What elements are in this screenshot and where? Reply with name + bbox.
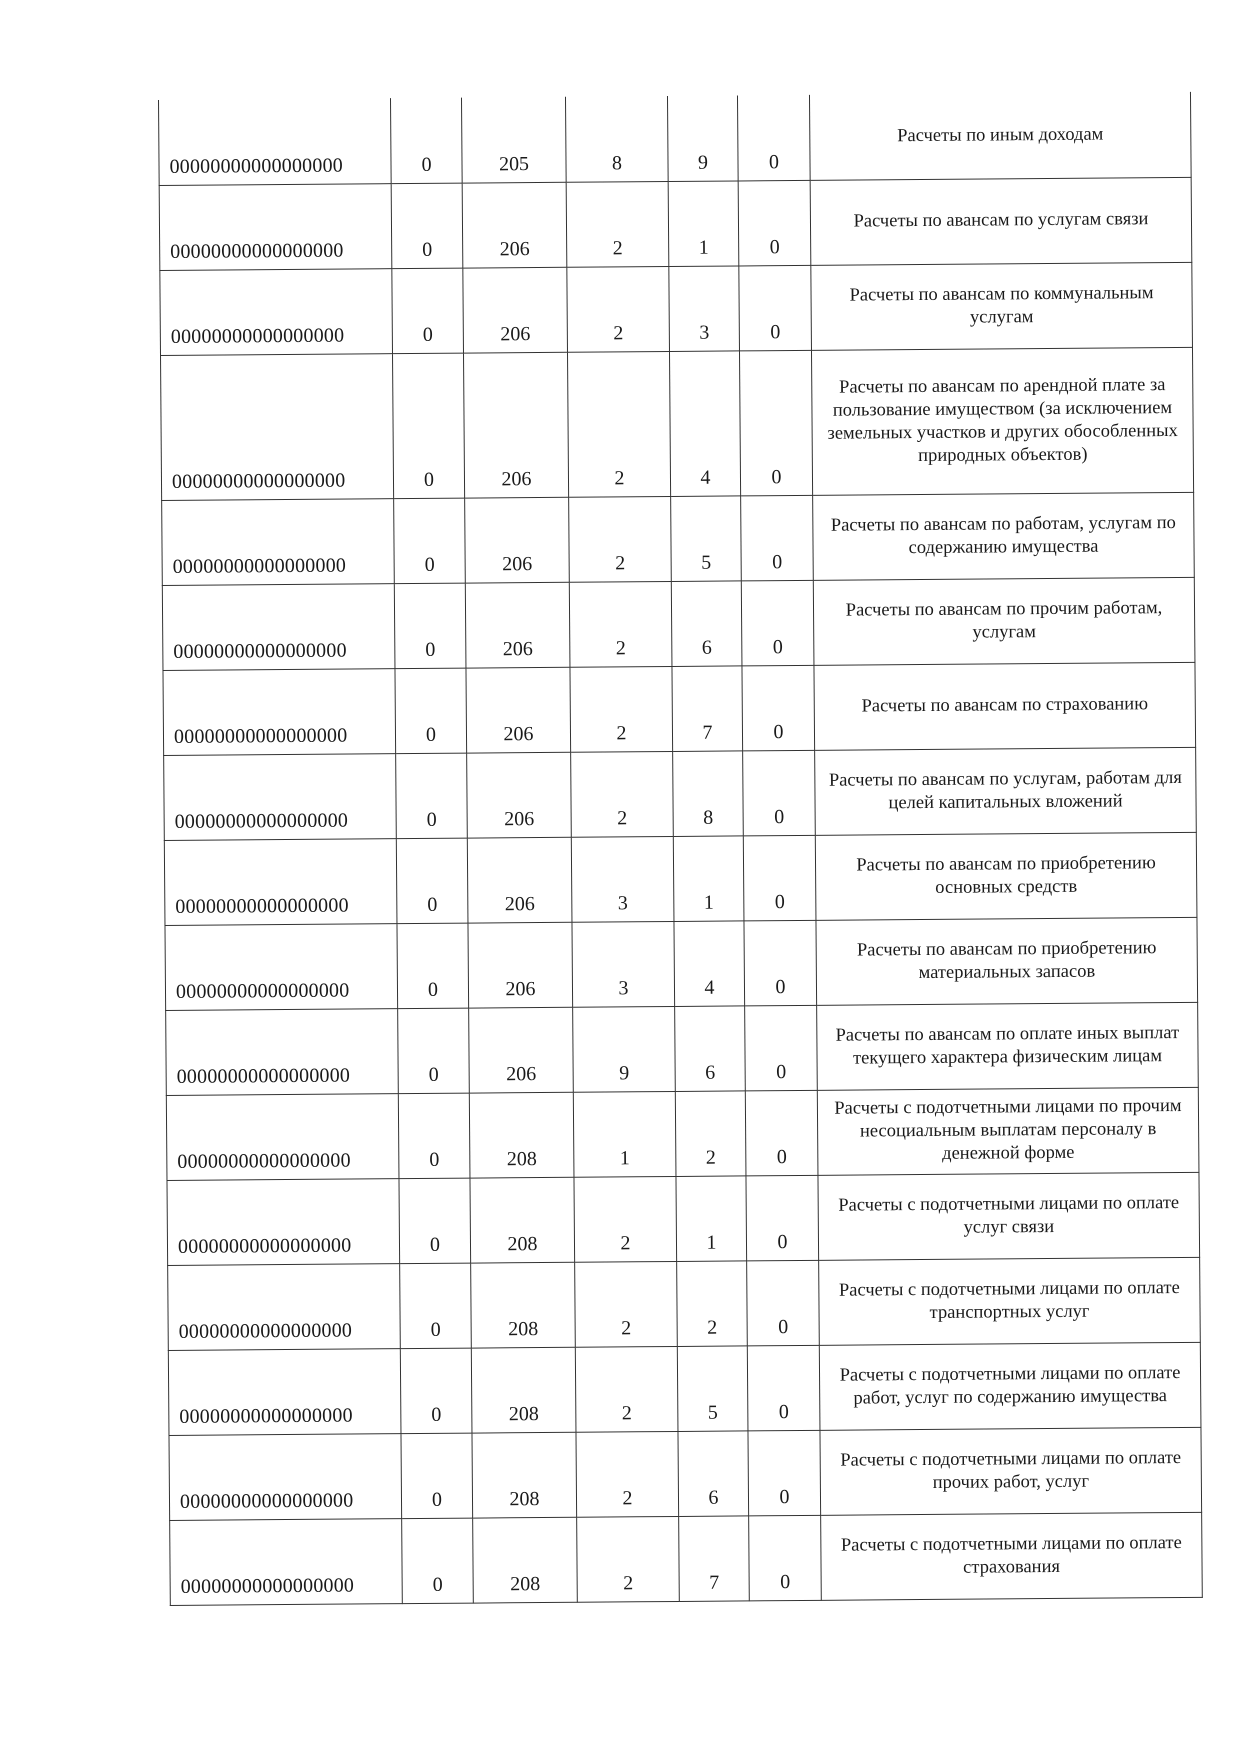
- section-code-cell: 0: [394, 583, 466, 669]
- section-code-cell: 0: [392, 353, 464, 499]
- account-group-cell: 206: [463, 352, 568, 498]
- table-row: [168, 1257, 1201, 1350]
- table-row: [158, 92, 1191, 185]
- kosgu-item-cell: 1: [668, 180, 739, 266]
- table-row: [159, 177, 1192, 270]
- account-code-cell: 00000000000000000: [168, 1348, 401, 1435]
- account-code-cell: 00000000000000000: [166, 1093, 399, 1180]
- section-code-cell: 0: [399, 1178, 471, 1264]
- kosgu-item-cell: 6: [675, 1005, 746, 1091]
- kosgu-item-cell: 8: [673, 750, 744, 836]
- account-code-cell: 00000000000000000: [169, 1433, 402, 1520]
- description-cell: Расчеты по авансам по арендной плате за пользование имуществом (за исключением земельных участков и других обособленных природных объектов): [811, 347, 1193, 495]
- kosgu-group-cell: 3: [571, 836, 674, 922]
- section-code-cell: 0: [401, 1433, 473, 1519]
- subitem-cell: 0: [738, 180, 811, 266]
- kosgu-item-cell: 3: [669, 265, 740, 351]
- table-row: [160, 262, 1193, 355]
- account-code-cell: 00000000000000000: [165, 923, 398, 1010]
- description-cell: Расчеты с подотчетными лицами по оплате транспортных услуг: [819, 1257, 1201, 1345]
- table-row: [164, 747, 1197, 840]
- account-group-cell: 206: [467, 837, 572, 923]
- description-cell: Расчеты по авансам по страхованию: [814, 662, 1196, 750]
- kosgu-item-cell: 1: [676, 1175, 747, 1261]
- accounts-table: [158, 92, 1203, 1606]
- account-code-cell: 00000000000000000: [168, 1263, 401, 1350]
- section-code-cell: 0: [397, 923, 469, 1009]
- kosgu-item-cell: 4: [669, 350, 740, 496]
- kosgu-group-cell: 2: [567, 351, 670, 497]
- kosgu-group-cell: 2: [570, 666, 673, 752]
- account-group-cell: 206: [469, 1007, 574, 1093]
- description-cell: Расчеты по авансам по оплате иных выплат текущего характера физическим лицам: [817, 1002, 1199, 1090]
- table-row: [164, 832, 1197, 925]
- table-row: [161, 347, 1194, 500]
- kosgu-group-cell: 2: [575, 1261, 678, 1347]
- subitem-cell: 0: [747, 1345, 820, 1431]
- section-code-cell: 0: [400, 1263, 472, 1349]
- kosgu-group-cell: 2: [566, 181, 669, 267]
- account-group-cell: 208: [469, 1092, 574, 1178]
- subitem-cell: 0: [749, 1515, 822, 1601]
- kosgu-item-cell: 6: [678, 1430, 749, 1516]
- kosgu-item-cell: 7: [679, 1515, 750, 1601]
- subitem-cell: 0: [742, 665, 815, 751]
- account-group-cell: 206: [465, 582, 570, 668]
- description-cell: Расчеты по иным доходам: [809, 92, 1191, 180]
- table-row: [167, 1172, 1200, 1265]
- kosgu-group-cell: 2: [575, 1346, 678, 1432]
- account-code-cell: 00000000000000000: [163, 668, 396, 755]
- description-cell: Расчеты по авансам по прочим работам, услугам: [813, 577, 1195, 665]
- section-code-cell: 0: [396, 838, 468, 924]
- table-row: [162, 492, 1195, 585]
- description-cell: Расчеты по авансам по услугам, работам для целей капитальных вложений: [815, 747, 1197, 835]
- kosgu-item-cell: 5: [677, 1345, 748, 1431]
- account-code-cell: 00000000000000000: [160, 268, 393, 355]
- table-row: [165, 917, 1198, 1010]
- description-cell: Расчеты по авансам по коммунальным услугам: [811, 262, 1193, 350]
- account-group-cell: 206: [467, 752, 572, 838]
- description-cell: Расчеты с подотчетными лицами по прочим несоциальным выплатам персоналу в денежной форме: [817, 1087, 1199, 1175]
- subitem-cell: 0: [747, 1260, 820, 1346]
- kosgu-item-cell: 6: [671, 580, 742, 666]
- description-cell: Расчеты с подотчетными лицами по оплате работ, услуг по содержанию имущества: [819, 1342, 1201, 1430]
- account-code-cell: 00000000000000000: [166, 1008, 399, 1095]
- account-group-cell: 208: [472, 1432, 577, 1518]
- section-code-cell: 0: [392, 268, 464, 354]
- kosgu-group-cell: 2: [571, 751, 674, 837]
- account-code-cell: 00000000000000000: [162, 498, 395, 585]
- kosgu-group-cell: 2: [569, 496, 672, 582]
- table-row: [162, 577, 1195, 670]
- account-code-cell: 00000000000000000: [162, 583, 395, 670]
- kosgu-group-cell: 2: [567, 266, 670, 352]
- subitem-cell: 0: [739, 265, 812, 351]
- section-code-cell: 0: [398, 1093, 470, 1179]
- kosgu-group-cell: 2: [576, 1431, 679, 1517]
- kosgu-item-cell: 1: [673, 835, 744, 921]
- subitem-cell: 0: [748, 1430, 821, 1516]
- section-code-cell: 0: [390, 98, 462, 184]
- subitem-cell: 0: [741, 580, 814, 666]
- section-code-cell: 0: [402, 1518, 474, 1604]
- section-code-cell: 0: [391, 183, 463, 269]
- section-code-cell: 0: [396, 753, 468, 839]
- kosgu-group-cell: 1: [573, 1091, 676, 1177]
- subitem-cell: 0: [746, 1175, 819, 1261]
- table-row: [170, 1512, 1203, 1605]
- description-cell: Расчеты по авансам по приобретению основных средств: [815, 832, 1197, 920]
- table-row: [166, 1087, 1199, 1180]
- kosgu-item-cell: 2: [677, 1260, 748, 1346]
- account-group-cell: 205: [461, 97, 566, 183]
- account-group-cell: 206: [462, 182, 567, 268]
- account-group-cell: 206: [465, 497, 570, 583]
- kosgu-item-cell: 9: [667, 95, 738, 181]
- table-row: [163, 662, 1196, 755]
- account-group-cell: 206: [466, 667, 571, 753]
- account-code-cell: 00000000000000000: [164, 753, 397, 840]
- account-group-cell: 208: [471, 1347, 576, 1433]
- subitem-cell: 0: [737, 95, 810, 181]
- kosgu-group-cell: 3: [572, 921, 675, 1007]
- kosgu-group-cell: 8: [565, 96, 668, 182]
- description-cell: Расчеты по авансам по работам, услугам по содержанию имущества: [813, 492, 1195, 580]
- account-group-cell: 206: [463, 267, 568, 353]
- account-code-cell: 00000000000000000: [170, 1518, 403, 1605]
- description-cell: Расчеты с подотчетными лицами по оплате страхования: [821, 1512, 1203, 1600]
- description-cell: Расчеты с подотчетными лицами по оплате услуг связи: [818, 1172, 1200, 1260]
- kosgu-item-cell: 7: [672, 665, 743, 751]
- description-cell: Расчеты по авансам по приобретению материальных запасов: [816, 917, 1198, 1005]
- subitem-cell: 0: [745, 1090, 818, 1176]
- table-row: [166, 1002, 1199, 1095]
- account-code-cell: 00000000000000000: [164, 838, 397, 925]
- description-cell: Расчеты по авансам по услугам связи: [810, 177, 1192, 265]
- subitem-cell: 0: [739, 350, 812, 496]
- kosgu-item-cell: 5: [671, 495, 742, 581]
- account-code-cell: 00000000000000000: [158, 98, 391, 185]
- table-row: [169, 1427, 1202, 1520]
- table-row: [168, 1342, 1201, 1435]
- section-code-cell: 0: [395, 668, 467, 754]
- account-code-cell: 00000000000000000: [167, 1178, 400, 1265]
- account-group-cell: 208: [470, 1177, 575, 1263]
- kosgu-item-cell: 2: [675, 1090, 746, 1176]
- table-body: [158, 92, 1202, 1605]
- kosgu-group-cell: 9: [573, 1006, 676, 1092]
- subitem-cell: 0: [743, 835, 816, 921]
- kosgu-group-cell: 2: [569, 581, 672, 667]
- subitem-cell: 0: [743, 750, 816, 836]
- account-code-cell: 00000000000000000: [159, 183, 392, 270]
- account-group-cell: 206: [468, 922, 573, 1008]
- subitem-cell: 0: [741, 495, 814, 581]
- subitem-cell: 0: [745, 1005, 818, 1091]
- section-code-cell: 0: [394, 498, 466, 584]
- account-group-cell: 208: [473, 1517, 578, 1603]
- kosgu-item-cell: 4: [674, 920, 745, 1006]
- kosgu-group-cell: 2: [577, 1516, 680, 1602]
- account-code-cell: 00000000000000000: [161, 353, 394, 500]
- description-cell: Расчеты с подотчетными лицами по оплате прочих работ, услуг: [820, 1427, 1202, 1515]
- section-code-cell: 0: [400, 1348, 472, 1434]
- account-group-cell: 208: [471, 1262, 576, 1348]
- kosgu-group-cell: 2: [574, 1176, 677, 1262]
- subitem-cell: 0: [744, 920, 817, 1006]
- section-code-cell: 0: [398, 1008, 470, 1094]
